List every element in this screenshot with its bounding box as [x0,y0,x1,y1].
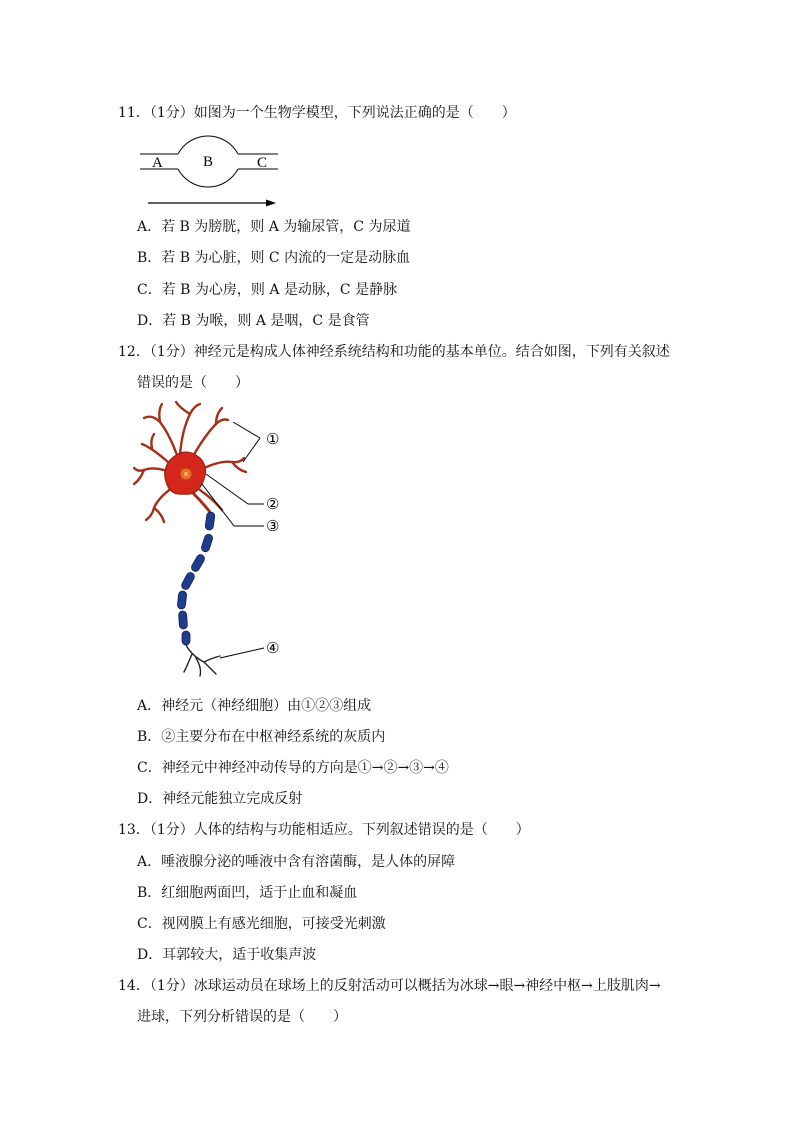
q11-stem: 11．（1分）如图为一个生物学模型，下列说法正确的是（ ） [118,105,516,121]
label-c: C [257,155,268,171]
q13-option-d: D．耳郭较大，适于收集声波 [137,947,317,963]
q13-stem: 13．（1分）人体的结构与功能相适应。下列叙述错误的是（ ） [118,822,530,838]
q12-stem-continued: 错误的是（ ） [137,375,249,391]
q12-option-a: A．神经元（神经细胞）由①②③组成 [137,698,372,714]
q12-option-c: C．神经元中神经冲动传导的方向是①→②→③→④ [137,760,449,776]
q14-stem-continued: 进球，下列分析错误的是（ ） [137,1009,347,1025]
label-a: A [152,155,163,171]
label-b: B [203,154,214,170]
q14-stem: 14．（1分）冰球运动员在球场上的反射活动可以概括为冰球→眼→神经中枢→上肢肌肉→ [118,978,661,994]
label-nerve-ending: ④ [266,641,280,657]
q13-option-a: A．唾液腺分泌的唾液中含有溶菌酶，是人体的屏障 [137,854,456,870]
label-cell-body: ② [266,497,280,513]
biology-model-diagram [138,128,283,210]
q12-option-b: B．②主要分布在中枢神经系统的灰质内 [137,729,386,745]
q11-option-a: A．若 B 为膀胱，则 A 为输尿管，C 为尿道 [137,219,411,235]
q13-option-c: C．视网膜上有感光细胞，可接受光刺激 [137,916,386,932]
q11-option-d: D．若 B 为喉，则 A 是咽，C 是食管 [137,313,370,329]
q12-option-d: D．神经元能独立完成反射 [137,791,303,807]
q12-stem: 12．（1分）神经元是构成人体神经系统结构和功能的基本单位。结合如图，下列有关叙述 [118,344,670,360]
q13-option-b: B．红细胞两面凹，适于止血和凝血 [137,885,358,901]
neuron-diagram [130,400,300,680]
label-dendrite: ① [266,432,280,448]
q11-option-b: B．若 B 为心脏，则 C 内流的一定是动脉血 [137,250,411,266]
q11-option-c: C．若 B 为心房，则 A 是动脉，C 是静脉 [137,282,398,298]
label-axon: ③ [266,519,280,535]
